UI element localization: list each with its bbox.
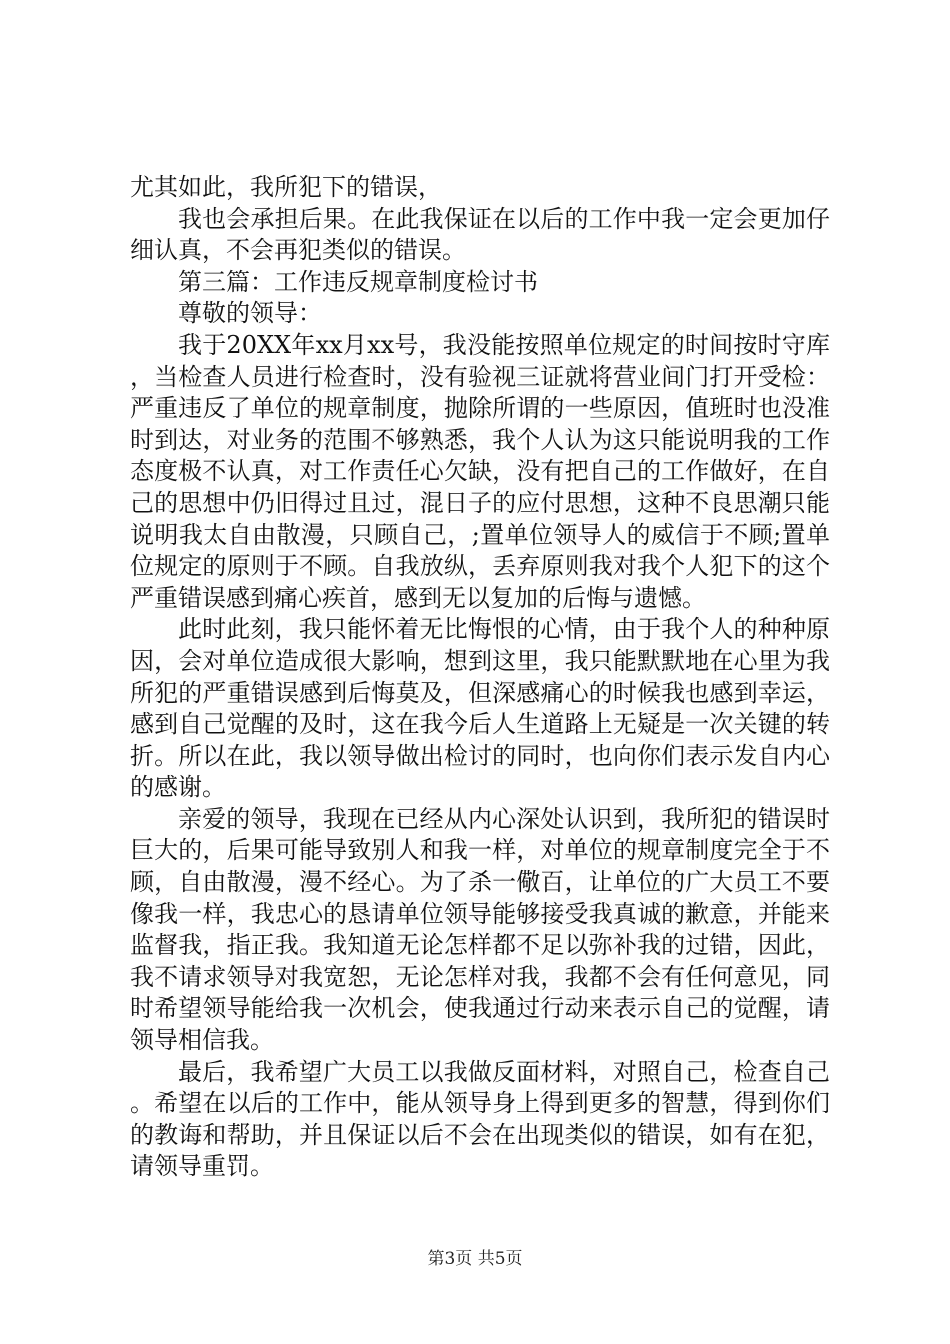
paragraph-6: 此时此刻，我只能怀着无比悔恨的心情，由于我个人的种种原因，会对单位造成很大影响，想到这里，我只能默默地在心里为我所犯的严重错误感到后悔莫及，但深感痛心的时候我也感到幸运，感到自己觉醒的及时，这在我今后人生道路上无疑是一次关键的转折。所以在此，我以领导做出检讨的同时，也向你们表示发自内心的感谢。: [130, 615, 830, 802]
paragraph-8: 最后，我希望广大员工以我做反面材料，对照自己，检查自己。希望在以后的工作中，能从领导身上得到更多的智慧，得到你们的教诲和帮助，并且保证以后不会在出现类似的错误，如有在犯，请领导重罚。: [130, 1057, 830, 1181]
paragraph-2: 我也会承担后果。在此我保证在以后的工作中我一定会更加仔细认真，不会再犯类似的错误。: [130, 204, 830, 265]
page-number-footer: 第3页 共5页: [427, 1249, 523, 1269]
paragraph-1: 尤其如此，我所犯下的错误，: [130, 173, 442, 201]
paragraph-7: 亲爱的领导，我现在已经从内心深处认识到，我所犯的错误时巨大的，后果可能导致别人和我一样，对单位的规章制度完全于不顾，自由散漫，漫不经心。为了杀一儆百，让单位的广大员工不要像我一样，我忠心的恳请单位领导能够接受我真诚的歉意，并能来监督我，指正我。我知道无论怎样都不足以弥补我的过错，因此，我不请求领导对我宽恕，无论怎样对我，我都不会有任何意见，同时希望领导能给我一次机会，使我通过行动来表示自己的觉醒，请领导相信我。: [130, 804, 830, 1055]
paragraph-5: 我于20XX年xx月xx号，我没能按照单位规定的时间按时守库，当检查人员进行检查时，没有验视三证就将营业间门打开受检：严重违反了单位的规章制度，抛除所谓的一些原因，值班时也没准时到达，对业务的范围不够熟悉，我个人认为这只能说明我的工作态度极不认真，对工作责任心欠缺，没有把自己的工作做好，在自己的思想中仍旧得过且过，混日子的应付思想，这种不良思潮只能说明我太自由散漫，只顾自己，;置单位领导人的威信于不顾;置单位规定的原则于不顾。自我放纵，丢弃原则我对我个人犯下的这个严重错误感到痛心疾首，感到无以复加的后悔与遗憾。: [130, 330, 830, 612]
document-body: [130, 172, 830, 1183]
salutation: 尊敬的领导：: [178, 299, 322, 328]
section-heading: 第三篇：工作违反规章制度检讨书: [178, 267, 538, 296]
